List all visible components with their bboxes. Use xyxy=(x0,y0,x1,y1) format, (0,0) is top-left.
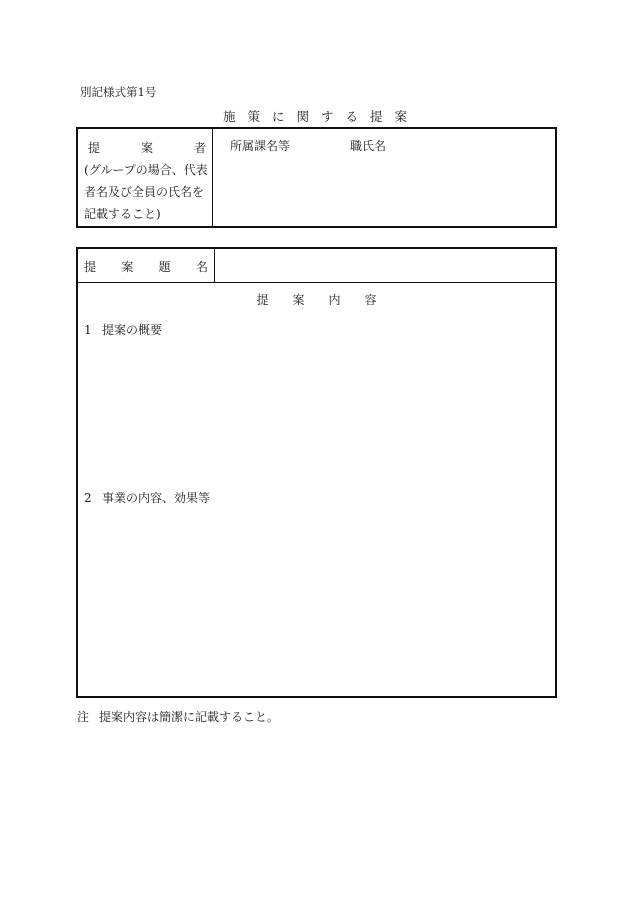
title-label-char: 題 xyxy=(158,260,171,274)
position-name-field-label: 職氏名 xyxy=(350,139,387,153)
section-number: 1 xyxy=(84,323,92,337)
form-number: 別記様式第1号 xyxy=(80,85,157,99)
proposer-table xyxy=(76,127,557,228)
title-label-char: 提 xyxy=(84,260,97,274)
title-label-char: 名 xyxy=(195,260,208,274)
proposal-title-label xyxy=(84,258,208,275)
proposer-char: 案 xyxy=(140,141,153,155)
proposer-char: 者 xyxy=(193,141,206,155)
proposer-label-cell xyxy=(84,137,210,225)
document-title: 施策に関する提案 xyxy=(222,109,419,124)
proposal-table xyxy=(76,247,557,698)
title-label-char: 案 xyxy=(121,260,134,274)
column-divider xyxy=(214,249,215,282)
proposer-char: 提 xyxy=(88,141,101,155)
section-details xyxy=(84,489,210,506)
proposer-note: (グループの場合、代表 xyxy=(84,163,208,177)
section-label: 事業の内容、効果等 xyxy=(102,491,211,505)
section-number: 2 xyxy=(84,491,92,505)
footnote-mark: 注 xyxy=(77,710,90,724)
proposer-note: 者名及び全員の氏名を xyxy=(84,185,205,199)
proposal-content-heading: 提案内容 xyxy=(256,293,401,307)
section-label: 提案の概要 xyxy=(102,323,163,337)
footnote xyxy=(77,708,279,725)
section-overview xyxy=(84,321,162,338)
proposer-heading xyxy=(84,137,210,159)
column-divider xyxy=(212,129,213,226)
proposer-note: 記載すること) xyxy=(84,207,161,221)
department-field-label: 所属課名等 xyxy=(230,139,291,153)
footnote-text: 提案内容は簡潔に記載すること。 xyxy=(99,710,280,724)
proposal-title-row xyxy=(78,249,555,283)
